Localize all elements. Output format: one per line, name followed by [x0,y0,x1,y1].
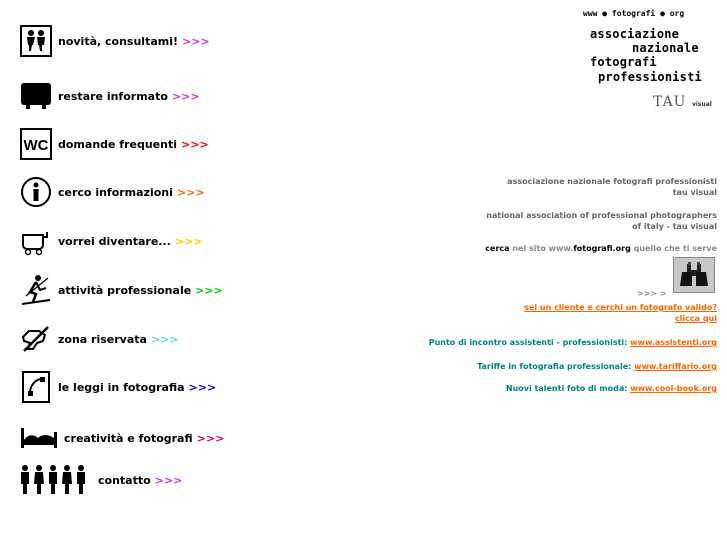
tau-text: TAU [653,94,687,110]
italian-line-1: associazione nazionale fotografi professionisti [507,177,717,186]
assistenti-line [429,337,717,348]
client-link[interactable]: sei un cliente e cerchi un fotografo valido? [524,303,717,312]
menu-item-domande-frequenti[interactable] [20,128,209,160]
assistenti-link[interactable]: www.assistenti.org [630,338,717,347]
bed-icon [20,422,58,454]
menu-label: le leggi in fotografia [58,380,185,394]
site-address-line: www ● fotografi ● org [583,9,685,18]
menu-item-creativita[interactable] [20,422,224,454]
search-button[interactable] [673,257,715,293]
menu-arrows: >>> [154,473,183,487]
client-link-block [524,302,717,324]
coolbook-line [506,383,717,394]
pram-icon [20,225,52,257]
menu-label: creatività e fotografi [64,431,193,445]
tariffario-line [477,361,717,372]
tariffario-text: Tariffe in fotografia professionale: [477,362,635,371]
menu-item-cerco-informazioni[interactable] [20,176,205,208]
logo-line-professionisti: professionisti [598,70,702,84]
english-line-2: of italy - tau visual [632,222,717,231]
menu-item-attivita-professionale[interactable] [20,274,223,306]
menu-arrows: >>> [195,283,223,297]
tau-small-text: visual [691,101,712,108]
menu-arrows: >>> [181,137,209,151]
info-icon [20,176,52,208]
svg-text:WC: WC [23,137,49,154]
menu-arrows: >>> [171,89,200,103]
no-dogs-icon [20,323,52,355]
cerca-word: cerca [485,244,510,253]
menu-item-zona-riservata[interactable] [20,323,179,355]
logo-line-fotografi: fotografi [590,55,657,69]
logo-line-associazione: associazione [590,27,680,41]
italian-description [507,176,717,198]
menu-arrows: >>> [182,34,210,48]
assistenti-text: Punto di incontro assistenti - professionisti: [428,338,631,347]
menu-label: contatto [98,473,151,487]
cerca-site: fotografi.org [573,244,631,253]
menu-item-vorrei-diventare[interactable] [20,225,203,257]
cerca-tail: quello che ti serve [630,244,717,253]
menu-arrows: >>> [188,380,217,394]
tariffario-link[interactable]: www.tariffario.org [634,362,717,371]
search-prompt [485,244,717,253]
menu-item-restare-informato[interactable] [20,80,200,112]
menu-arrows: >>> [176,185,205,199]
english-description [486,210,717,232]
tau-visual-logo [653,94,712,110]
menu-arrows: >>> [196,431,225,445]
coolbook-link[interactable]: www.cool-book.org [630,384,717,393]
menu-label: domande frequenti [58,137,178,151]
menu-arrows: >>> [174,234,203,248]
menu-label: novità, consultami! [58,34,179,48]
menu-arrows: >>> [150,332,179,346]
phone-icon [20,371,52,403]
menu-label: restare informato [58,89,168,103]
italian-line-2: tau visual [672,188,717,197]
menu-label: attività professionale [58,283,192,297]
wc-icon [20,128,52,160]
english-line-1: national association of professional photographers [486,211,717,220]
menu-label: cerco informazioni [58,185,173,199]
skier-icon [20,274,52,306]
children-icon [20,25,52,57]
cerca-mid: nel sito www. [509,244,574,253]
binoculars-icon [674,277,714,296]
menu-item-leggi-fotografia[interactable] [20,371,216,403]
menu-label: zona riservata [58,332,147,346]
menu-item-contatto[interactable] [20,464,182,496]
search-arrows: >>> > [637,289,667,298]
menu-label: vorrei diventare... [58,234,171,248]
people-icon [20,464,92,496]
menu-item-novita[interactable] [20,25,210,57]
tv-icon [20,80,52,112]
click-here-link[interactable]: clicca qui [674,314,717,323]
logo-line-nazionale: nazionale [632,41,699,55]
coolbook-text: Nuovi talenti foto di moda: [505,384,631,393]
